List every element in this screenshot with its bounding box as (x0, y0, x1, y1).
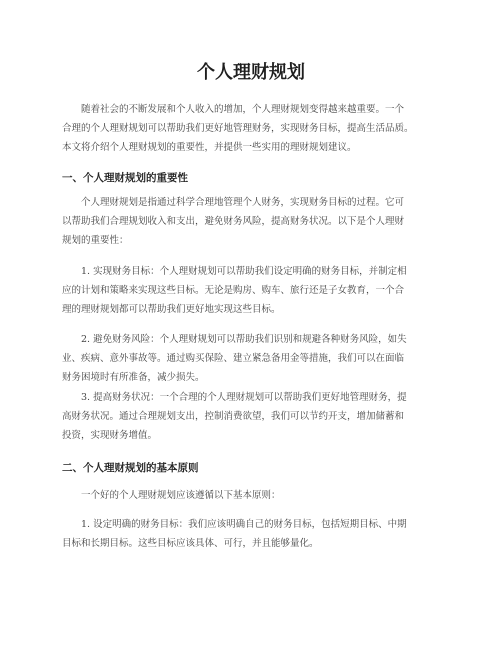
paragraph-line: 投资，实现财务增值。 (62, 430, 158, 441)
section-heading-principles: 二、个人理财规划的基本原则 (62, 462, 199, 474)
paragraph-line: 财务困境时有所准备，减少损失。 (62, 372, 205, 383)
paragraph-line: 一个好的个人理财规划应该遵循以下基本原则： (81, 490, 281, 501)
intro-line: 随着社会的不断发展和个人收入的增加，个人理财规划变得越来越重要。一个 (81, 104, 405, 115)
paragraph-line: 3. 提高财务状况：一个合理的个人理财规划可以帮助我们更好地管理财务，提 (81, 392, 407, 403)
section1-lead-paragraph (62, 193, 442, 250)
paragraph-line: 2. 避免财务风险：个人理财规划可以帮助我们识别和规避各种财务风险，如失 (81, 334, 407, 345)
paragraph-line: 以帮助我们合理规划收入和支出，避免财务风险，提高财务状况。以下是个人理财 (62, 216, 405, 227)
paragraph-line: 高财务状况。通过合理规划支出，控制消费欲望，我们可以节约开支，增加储蓄和 (62, 411, 405, 422)
section2-lead-paragraph (62, 486, 442, 505)
paragraph-line: 1. 实现财务目标：个人理财规划可以帮助我们设定明确的财务目标，并制定相 (81, 266, 407, 277)
paragraph-line: 业、疾病、意外事故等。通过购买保险、建立紧急备用金等措施，我们可以在面临 (62, 353, 405, 364)
paragraph-line: 理的理财规划都可以帮助我们更好地实现这些目标。 (62, 304, 281, 315)
section1-item-2 (62, 330, 442, 387)
intro-paragraph (62, 100, 442, 157)
intro-line: 本文将介绍个人理财规划的重要性，并提供一些实用的理财规划建议。 (62, 142, 357, 153)
section1-item-3 (62, 388, 442, 445)
page-title: 个人理财规划 (197, 62, 305, 83)
paragraph-line: 个人理财规划是指通过科学合理地管理个人财务，实现财务目标的过程。它可 (81, 197, 405, 208)
paragraph-line: 1. 设定明确的财务目标：我们应该明确自己的财务目标，包括短期目标、中期 (81, 519, 407, 530)
paragraph-line: 规划的重要性： (62, 235, 129, 246)
section-heading-importance: 一、个人理财规划的重要性 (62, 172, 188, 184)
paragraph-line: 应的计划和策略来实现这些目标。无论是购房、购车、旅行还是子女教育，一个合 (62, 285, 405, 296)
section1-item-1 (62, 262, 442, 319)
intro-line: 合理的个人理财规划可以帮助我们更好地管理财务，实现财务目标，提高生活品质。 (62, 123, 414, 134)
paragraph-line: 目标和长期目标。这些目标应该具体、可行，并且能够量化。 (62, 538, 319, 549)
section2-item-1 (62, 515, 442, 553)
